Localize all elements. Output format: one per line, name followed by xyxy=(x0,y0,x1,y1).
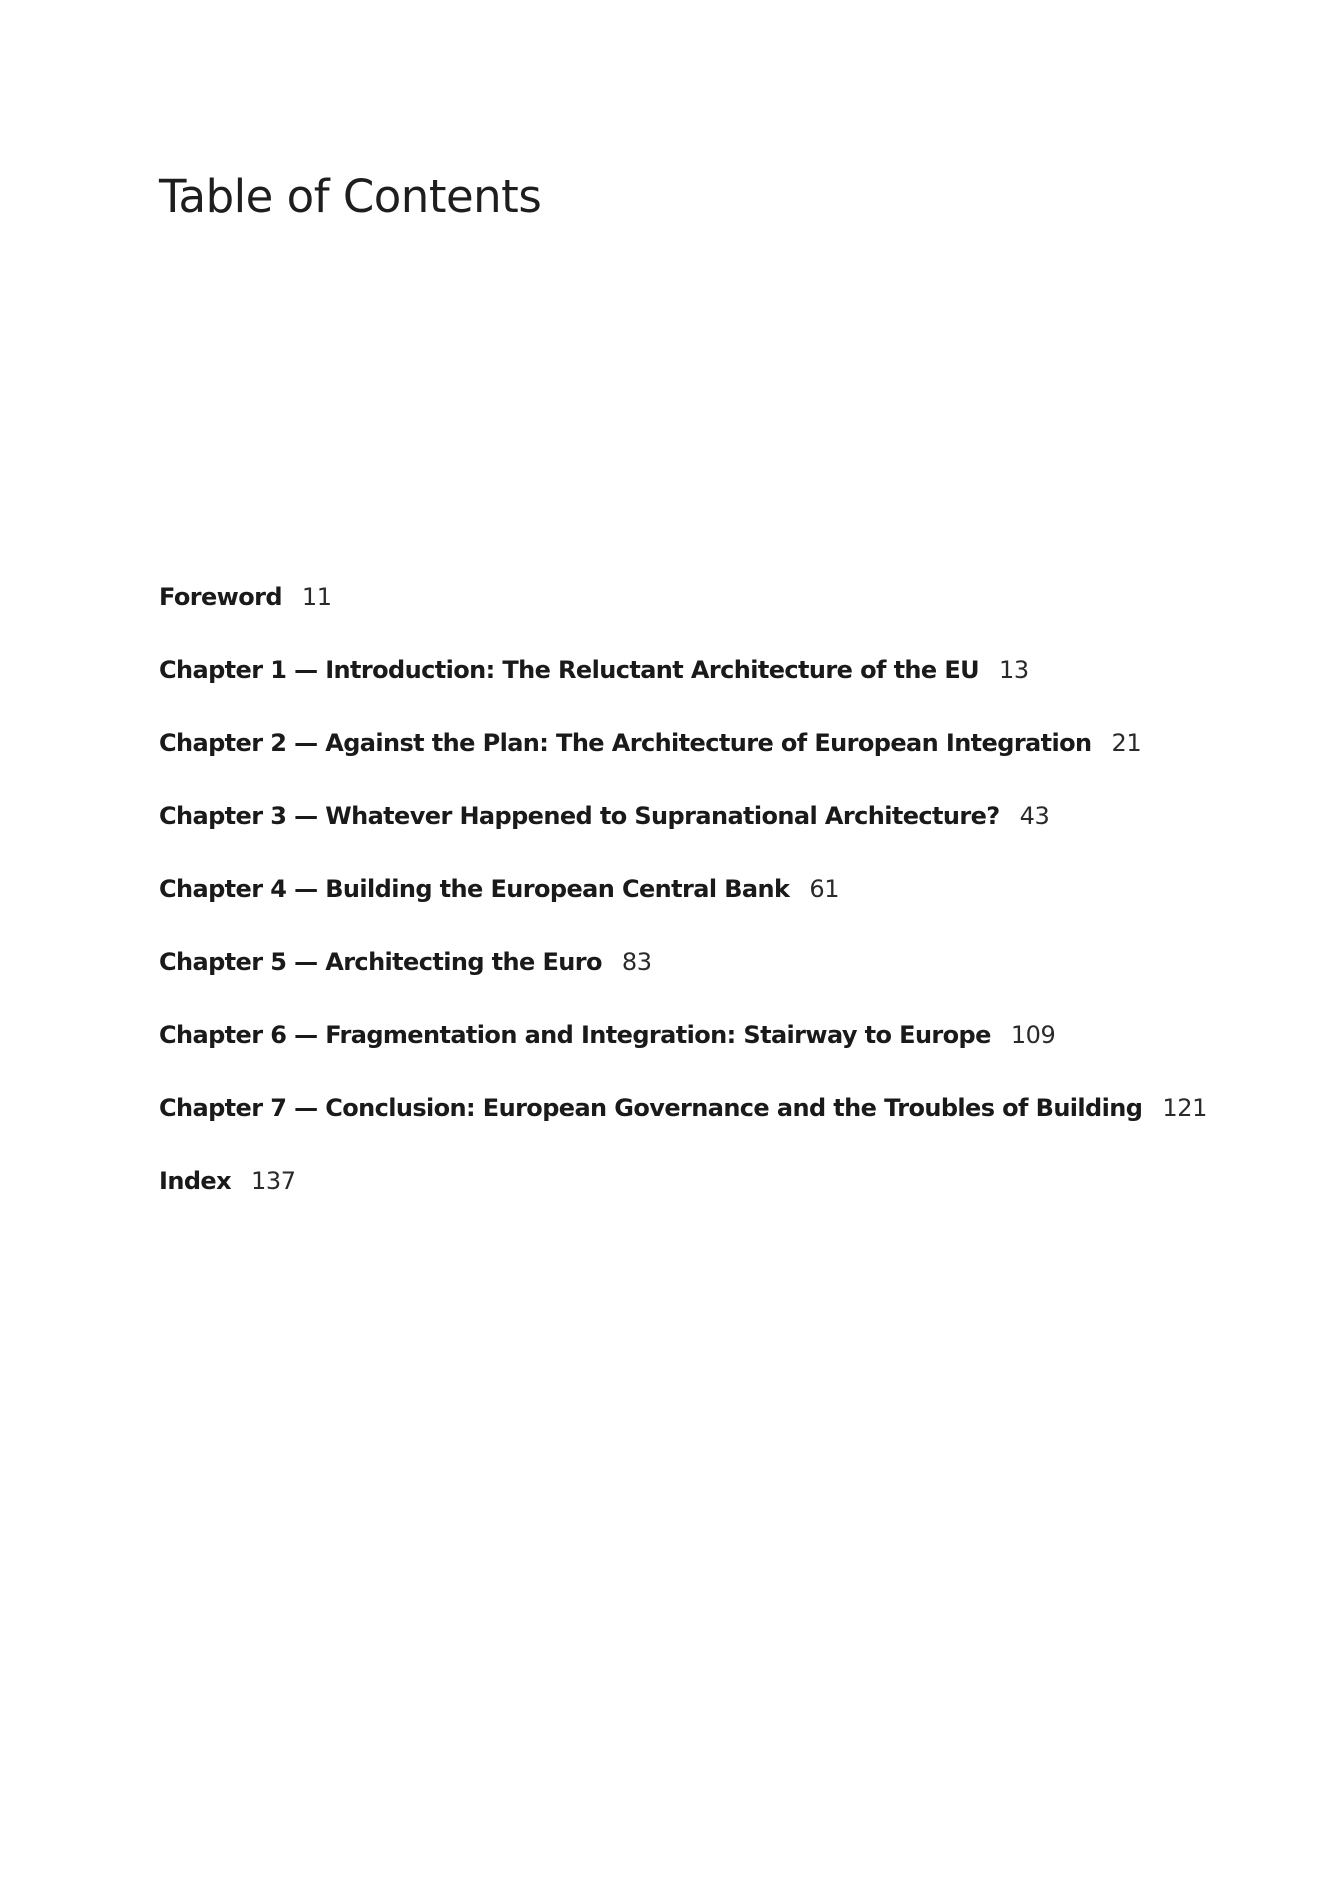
toc-list xyxy=(159,579,1207,1236)
toc-entry-index xyxy=(159,1163,1207,1236)
page-title: Table of Contents xyxy=(159,170,542,223)
toc-entry-page: 61 xyxy=(809,875,840,903)
toc-entry-page: 83 xyxy=(621,948,652,976)
toc-entry-chapter-4 xyxy=(159,871,1207,944)
toc-entry-chapter-1 xyxy=(159,652,1207,725)
toc-entry-title: Index xyxy=(159,1167,231,1195)
toc-entry-chapter-5 xyxy=(159,944,1207,1017)
toc-entry-title: Chapter 1 — Introduction: The Reluctant Architecture of the EU xyxy=(159,656,980,684)
toc-entry-page: 11 xyxy=(301,583,332,611)
toc-entry-chapter-7 xyxy=(159,1090,1207,1163)
toc-entry-chapter-6 xyxy=(159,1017,1207,1090)
toc-entry-page: 43 xyxy=(1019,802,1050,830)
toc-entry-page: 21 xyxy=(1111,729,1142,757)
toc-entry-page: 13 xyxy=(999,656,1029,684)
toc-entry-chapter-3 xyxy=(159,798,1207,871)
toc-entry-title: Chapter 4 — Building the European Central Bank xyxy=(159,875,790,903)
toc-entry-title: Chapter 6 — Fragmentation and Integration: Stairway to Europe xyxy=(159,1021,991,1049)
toc-entry-title: Chapter 3 — Whatever Happened to Supranational Architecture? xyxy=(159,802,1000,830)
toc-entry-title: Foreword xyxy=(159,583,282,611)
toc-entry-page: 121 xyxy=(1162,1094,1207,1122)
toc-entry-page: 137 xyxy=(250,1167,296,1195)
toc-entry-foreword xyxy=(159,579,1207,652)
toc-entry-chapter-2 xyxy=(159,725,1207,798)
toc-entry-title: Chapter 2 — Against the Plan: The Architecture of European Integration xyxy=(159,729,1092,757)
toc-entry-title: Chapter 5 — Architecting the Euro xyxy=(159,948,602,976)
toc-entry-title: Chapter 7 — Conclusion: European Governance and the Troubles of Building xyxy=(159,1094,1143,1122)
toc-entry-page: 109 xyxy=(1010,1021,1056,1049)
